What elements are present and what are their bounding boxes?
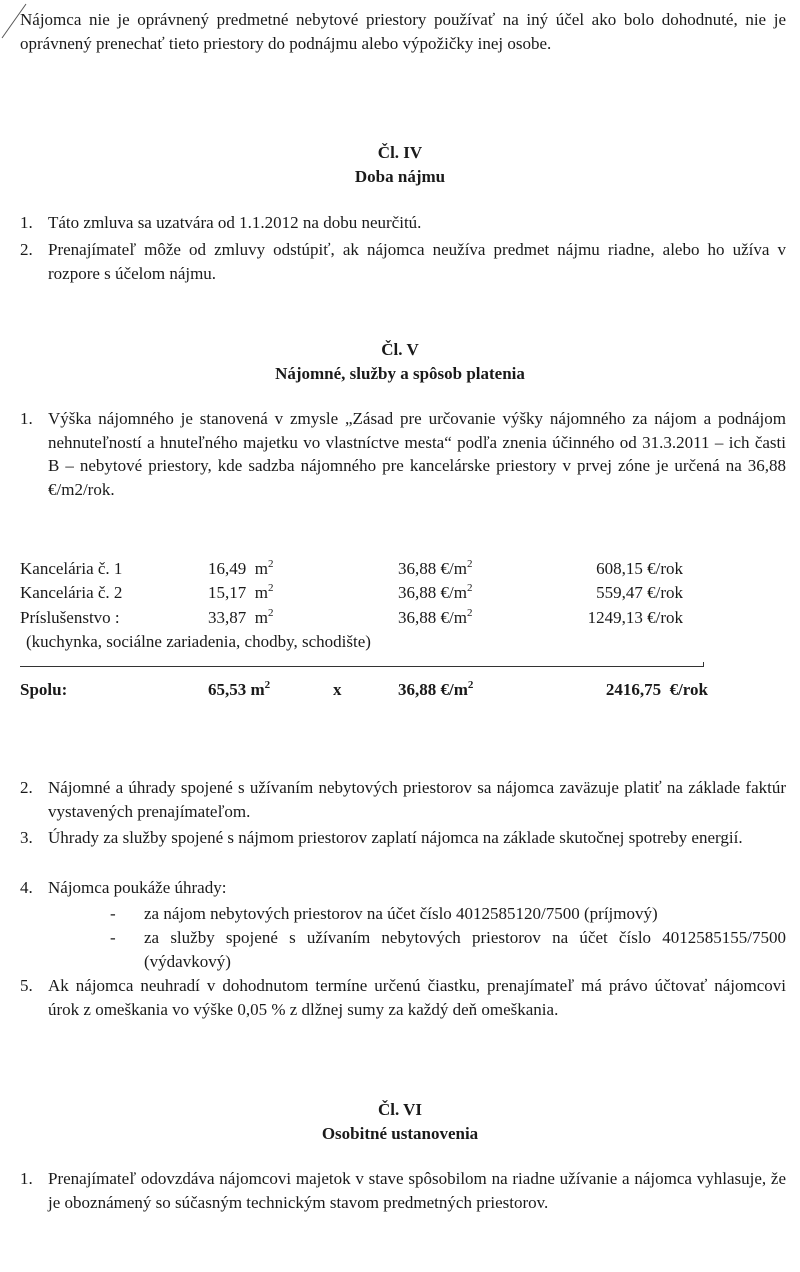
list-item (20, 974, 786, 1021)
list-number: 1. (20, 213, 33, 232)
article-v-number: Čl. V (381, 340, 419, 359)
table-cell-label: Príslušenstvo : (20, 608, 120, 627)
list-number: 4. (20, 878, 33, 897)
list-text: Táto zmluva sa uzatvára od 1.1.2012 na dobu neurčitú. (48, 213, 422, 232)
list-number: 1. (20, 409, 33, 428)
table-sum-multiply: x (333, 680, 342, 699)
list-item (20, 826, 786, 850)
table-cell-label: Kancelária č. 2 (20, 583, 123, 602)
article-iv-title: Doba nájmu (354, 167, 446, 186)
list-text: Ak nájomca neuhradí v dohodnutom termíne určenú čiastku, prenajímateľ má právo účtovať nájomcovi úrok z omeškania vo výške 0,05 % z dlžnej sumy za každý deň omeškania. (48, 976, 786, 1019)
table-divider (20, 666, 704, 667)
list-text: Prenajímateľ odovzdáva nájomcovi majetok v stave spôsobilom na riadne užívanie a nájomca vyhlasuje, že je oboznámený so súčasným technickým stavom predmetných priestorov. (48, 1169, 786, 1212)
list-text: Nájomca poukáže úhrady: (48, 878, 227, 897)
table-cell-rate: 36,88 $€/m^2$ (398, 582, 473, 602)
list-number: 1. (20, 1169, 33, 1188)
table-sum-area: 65,53 $m^2$ (208, 679, 271, 699)
table-note: (kuchynka, sociálne zariadenia, chodby, schodište) (26, 632, 371, 651)
table-cell-total: 608,15 €/rok (596, 559, 683, 578)
article-vi-number: Čl. VI (377, 1100, 423, 1119)
table-cell-total: 1249,13 €/rok (587, 608, 683, 627)
table-cell-area: 16,49 $m^2$ (208, 558, 274, 578)
list-text: Úhrady za služby spojené s nájmom priestorov zaplatí nájomca na základe skutočnej spotreby energií. (48, 828, 743, 847)
list-number: 3. (20, 828, 33, 847)
list-item (20, 1167, 786, 1214)
sub-list-text: za služby spojené s užívaním nebytových priestorov na účet číslo 4012585155/7500 (výdavkový) (144, 928, 786, 971)
table-sum-total: 2416,75 €/rok (605, 680, 708, 699)
table-cell-rate: 36,88 $€/m^2$ (398, 558, 473, 578)
list-item (20, 876, 786, 900)
table-cell-area: 15,17 $m^2$ (208, 582, 274, 602)
sub-list-text: za nájom nebytových priestorov na účet číslo 4012585120/7500 (príjmový) (144, 904, 658, 923)
table-cell-label: Kancelária č. 1 (20, 559, 123, 578)
table-cell-area: 33,87 $m^2$ (208, 607, 274, 627)
list-item (20, 238, 786, 285)
sub-list-item (110, 902, 786, 926)
list-item (20, 407, 786, 501)
list-text: Výška nájomného je stanovená v zmysle „Zásad pre určovanie výšky nájomného za nájom a podnájom nehnuteľností a hnuteľného majetku vo vlastníctve mesta“ podľa znenia účinného od 31.3.2011 – ich časti B – nebytové priestory, kde sadzba nájomného pre kancelárske priestory v prvej zóne je určená na 36,88 €/m2/rok. (48, 409, 786, 499)
article-iv-number: Čl. IV (377, 143, 423, 162)
list-text: Nájomné a úhrady spojené s užívaním nebytových priestorov sa nájomca zaväzuje platiť na základe faktúr vystavených prenajímateľom. (48, 778, 786, 821)
intro-paragraph: Nájomca nie je oprávnený predmetné nebytové priestory používať na iný účel ako bolo dohodnuté, nie je oprávnený prenechať tieto priestory do podnájmu alebo výpožičky inej osobe. (20, 10, 786, 53)
article-vi-title: Osobitné ustanovenia (321, 1124, 479, 1143)
list-number: 2. (20, 240, 33, 259)
sub-list-dash: - (110, 904, 116, 923)
table-sum-label: Spolu: (20, 680, 68, 699)
table-cell-total: 559,47 €/rok (596, 583, 683, 602)
divider-tick (699, 662, 704, 666)
sub-list-item (110, 926, 786, 973)
list-number: 5. (20, 976, 33, 995)
list-text: Prenajímateľ môže od zmluvy odstúpiť, ak nájomca neužíva predmet nájmu riadne, alebo ho užíva v rozpore s účelom nájmu. (48, 240, 786, 283)
table-sum-rate: 36,88 $€/m^2$ (398, 679, 474, 699)
list-item (20, 211, 786, 235)
table-cell-rate: 36,88 $€/m^2$ (398, 607, 473, 627)
article-v-title: Nájomné, služby a spôsob platenia (275, 364, 525, 383)
list-number: 2. (20, 778, 33, 797)
list-item (20, 776, 786, 823)
sub-list-dash: - (110, 928, 116, 947)
